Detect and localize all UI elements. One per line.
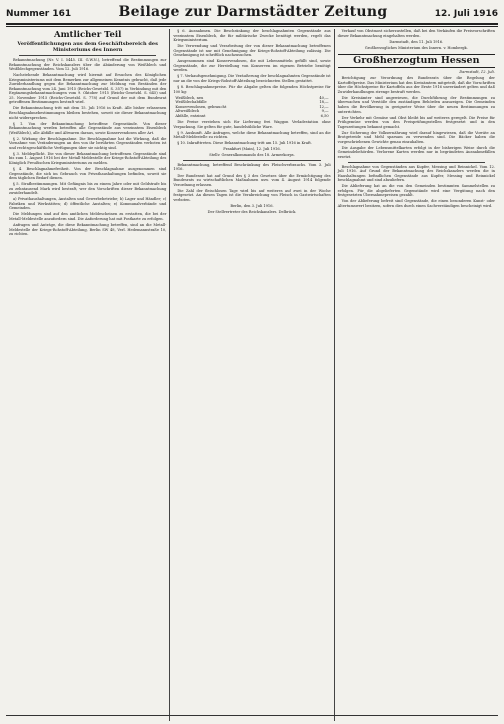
- paragraph: § 7. Verkaufsgenehmigung. Die Veräußerung der beschlagnahmten Gegenstände ist nur an die von der Kriegs-Rohstoff-Abteilung bezeichneten Stellen gestattet.: [173, 74, 331, 83]
- paragraph: Verkauf von Obstmost sicherzustellen, daß bei den Verkäufen die Preisvorschriften dieser Bekanntmachung eingehalten werden.: [337, 29, 495, 38]
- paragraph: Die Bekanntmachung tritt mit dem 15. Juli 1916 in Kraft. Alle bisher erlassenen Beschlagnahmebestimmungen bleiben bestehen, soweit sie dieser Bekanntmachung nicht widersprechen.: [9, 106, 167, 120]
- table-row: [173, 114, 330, 119]
- paragraph: § 6. Ausnahmen. Die Beschränkung der beschlagnahmten Gegenstände aus verzinntem Eisenblech, die für militärische Zwecke benötigt werden, regelt das Kriegsministerium.: [173, 29, 331, 43]
- table-cell: Abfälle, entzinnt: [175, 113, 206, 118]
- issue-date: 12. Juli 1916: [434, 9, 498, 19]
- issue-number: Nummer 161: [6, 9, 72, 19]
- paragraph: § 4. Beschlagnahmefreiheit. Von der Beschlagnahme ausgenommen sind Gegenstände, die sich im Gebrauch von Privathaushaltungen befinden, soweit sie dem täglichen Bedarf dienen.: [9, 167, 167, 181]
- dateline: Berlin, den 3. Juli 1916.: [230, 203, 274, 208]
- paragraph: Die Meldungen sind auf den amtlichen Meldescheinen zu erstatten, die bei der Metall-Meldestelle anzufordern sind. Die Anforderung hat mit Postkarte zu erfolgen.: [9, 212, 167, 221]
- table-cell: 6,50: [320, 113, 329, 118]
- paragraph: Bekanntmachung (Nr. V. I. 5445. III. G.W.N.), betreffend die Bestimmungen zur Bekanntmachung der Reichskanzlers über die Abänderung von Weißblech und Weißblechgegenständen. Vom 12. Juli 1916.: [9, 58, 167, 72]
- masthead-rule: [6, 26, 498, 27]
- divider: [19, 55, 156, 56]
- paragraph: Die Preise verstehen sich für Lieferung frei Waggon Verladestation ohne Verpackung. Sie gelten für gute, handelsübliche Ware.: [173, 120, 331, 129]
- paragraph: Anfragen und Anträge, die diese Bekanntmachung betreffen, sind an die Metall-Meldestelle der Kriegs-Rohstoff-Abteilung, Berlin SW 48, Verl. Hedemannstraße 10, zu richten.: [9, 223, 167, 237]
- divider: [183, 160, 320, 161]
- table-cell: Weißblechabfälle: [175, 100, 207, 105]
- table-cell: Konservendosen, gebraucht: [175, 104, 227, 109]
- column-1: [6, 29, 169, 721]
- divider: [348, 162, 485, 163]
- paragraph: Ausgenommen sind Konservendosen, die mit Lebensmitteln gefüllt sind, sowie Gegenstände, die zur Herstellung von Konserven im eigenen Betriebe benötigt werden.: [173, 59, 331, 73]
- table-cell: 18,—: [319, 100, 329, 105]
- paragraph: Die Ablieferung hat an die von den Gemeinden bestimmten Sammelstellen zu erfolgen. Für die abgelieferten Gegenstände wird eine Vergütung nach den festgesetzten Übernahmepreisen gezahlt.: [337, 184, 495, 198]
- dateline: Darmstadt, den 11. Juli 1916.: [389, 39, 444, 44]
- paragraph: Nachstehende Bekanntmachung wird hiermit auf Ersuchen des Königlichen Kriegsministeriums mit dem Bemerken zur allgemeinen Kenntnis gebracht, daß jede Zuwiderhandlung gegen die Bekanntmachung zur Meldung von Beständen der Bekanntmachung vom 24. Juni 1915 (Reichs-Gesetzbl. S. 357) in Verbindung mit den Ergänzungsbekanntmachungen vom 9. Oktober 1915 (Reichs-Gesetzbl. S. 645) und 25. November 1915 (Reichs-Gesetzbl. S. 778) auf Grund der mit dem Bundesrat getroffenen Bestimmungen bestraft wird.: [9, 73, 167, 105]
- section-title-hessen: Großherzogtum Hessen: [338, 54, 495, 68]
- paragraph: Von der Ablieferung befreit sind Gegenstände, die einen besonderen Kunst- oder Altertumswert besitzen, sofern dies durch einen Sachverständigen bescheinigt wird.: [337, 199, 495, 208]
- newspaper-title: Beilage zur Darmstädter Zeitung: [118, 4, 388, 20]
- column-2: [169, 29, 333, 721]
- table-cell: 9,—: [321, 109, 329, 114]
- paragraph: § 8. Beschlagnahmepreise. Für die Abgabe gelten die folgenden Höchstpreise für 100 kg:: [173, 85, 331, 94]
- paragraph: Die Zahl der fleischlosen Tage wird bis auf weiteres auf zwei in der Woche festgesetzt. An diesen Tagen ist die Verabreichung von Fleisch in Gastwirtschaften verboten.: [173, 188, 331, 202]
- table-cell: Altweißblech: [175, 109, 200, 114]
- signature: Großherzogliches Ministerium des Innern. v. Hombergk.: [364, 45, 468, 50]
- section-title-official: Amtlicher Teil: [53, 30, 122, 40]
- paragraph: Beschlagnahme von Gegenständen aus Kupfer, Messing und Reinnickel. Vom 12. Juli 1916. Auf Grund der Bekanntmachung des Reichskanzlers werden die in Haushaltungen befindlichen Gegenstände aus Kupfer, Messing und Reinnickel beschlagnahmt und sind abzuliefern.: [337, 164, 495, 183]
- paragraph: Der Verkehr mit Gemüse und Obst bleibt bis auf weiteres geregelt. Die Preise für Frühgemüse werden von den Preisprüfungsstellen festgesetzt und in den Tageszeitungen bekannt gemacht.: [337, 115, 495, 129]
- paragraph: Bekanntmachung, betreffend Beschränkung des Fleischverbrauchs. Vom 3. Juli 1916.: [173, 162, 331, 172]
- paragraph: § 2. Wirkung der Beschlagnahme. Die Beschlagnahme hat die Wirkung, daß die Vornahme von Veränderungen an den von ihr berührten Gegenständen verboten ist und rechtsgeschäftliche Verfügungen über sie nichtig sind.: [9, 136, 167, 150]
- columns: [6, 29, 498, 721]
- paragraph: Die Verwendung und Verarbeitung der von dieser Bekanntmachung betroffenen Gegenstände ist nur mit Genehmigung der Kriegs-Rohstoff-Abteilung zulässig. Die Genehmigung ist schriftlich nachzusuchen.: [173, 44, 331, 58]
- paragraph: Die Ausgabe der Lebensmittelkarten erfolgt in der bisherigen Weise durch die Gemeindebehörden. Verlorene Karten werden nur in begründeten Ausnahmefällen ersetzt.: [337, 145, 495, 159]
- paragraph: a) Privathaushaltungen, Anstalten und Gewerbebetriebe; b) Lager und Händler; c) Fabriken und Werkstätten; d) öffentliche Anstalten; e) Kommunalverbände und Gemeinden.: [9, 197, 167, 211]
- bottom-rule: [6, 715, 498, 716]
- paragraph: Zur Sicherung der Volksernährung wird darauf hingewiesen, daß die Vorräte an Brotgetreide und Mehl sparsam zu verwenden sind. Die Bäcker haben die vorgeschriebenen Gewichte genau einzuhalten.: [337, 130, 495, 144]
- signature: Stellv. Generalkommando des 18. Armeekorps.: [209, 153, 295, 158]
- paragraph: § 1. Von der Bekanntmachung betroffene Gegenstände. Von dieser Bekanntmachung werden betroffen alle Gegenstände aus verzinntem Eisenblech (Weißblech), alle Abfälle und Altwaren daraus, sowie Konservendosen aller Art.: [9, 121, 167, 135]
- masthead: [6, 4, 498, 25]
- table-cell: Weißblech, neu: [175, 95, 204, 100]
- paragraph: § 5. Strafbestimmungen. Mit Gefängnis bis zu einem Jahre oder mit Geldstrafe bis zu zehntausend Mark wird bestraft, wer den Vorschriften dieser Bekanntmachung zuwiderhandelt.: [9, 182, 167, 196]
- dateline: Frankfurt (Main), 12. Juli 1916.: [223, 147, 281, 152]
- price-table: [173, 96, 330, 119]
- paragraph: Die Kreisämter sind angewiesen, die Durchführung der Bestimmungen zu überwachen und Verstöße den zuständigen Behörden anzuzeigen. Die Gemeinden haben die Bevölkerung in geeigneter Weise über die neuen Bestimmungen zu unterrichten.: [337, 95, 495, 114]
- paragraph: § 10. Inkrafttreten. Diese Bekanntmachung tritt am 15. Juli 1916 in Kraft.: [177, 141, 312, 146]
- dateline: Darmstadt, 12. Juli.: [459, 70, 495, 75]
- paragraph: Berichtigung zur Verordnung des Bundesrats über die Regelung der Kartoffelpreise. Das Ministerium hat den Kreisämtern mitgeteilt, daß die Vorschriften über die Höchstpreise für Kartoffeln aus der Ernte 1916 unverändert gelten und daß Zuwiderhandlungen strenge bestraft werden.: [337, 76, 495, 94]
- paragraph: § 9. Auskunft. Alle Anfragen, welche diese Bekanntmachung betreffen, sind an die Metall-Meldestelle zu richten.: [173, 130, 331, 140]
- table-cell: 40,—: [319, 95, 329, 100]
- paragraph: § 3. Meldepflicht. Die von dieser Bekanntmachung betroffenen Gegenstände sind bis zum 1. August 1916 bei der Metall-Meldestelle der Kriegs-Rohstoff-Abteilung des Königlich Preußischen Kriegsministeriums zu melden.: [9, 151, 167, 165]
- signature: Der Stellvertreter des Reichskanzlers. Delbrück.: [207, 209, 297, 214]
- column-3: [334, 29, 498, 721]
- section-subhead: Veröffentlichungen aus dem Geschäftsbereich des Ministeriums des Innern: [17, 41, 158, 53]
- paragraph: Der Bundesrat hat auf Grund des § 3 des Gesetzes über die Ermächtigung des Bundesrats zu wirtschaftlichen Maßnahmen usw. vom 4. August 1914 folgende Verordnung erlassen.: [173, 173, 331, 187]
- table-cell: 12,—: [319, 104, 329, 109]
